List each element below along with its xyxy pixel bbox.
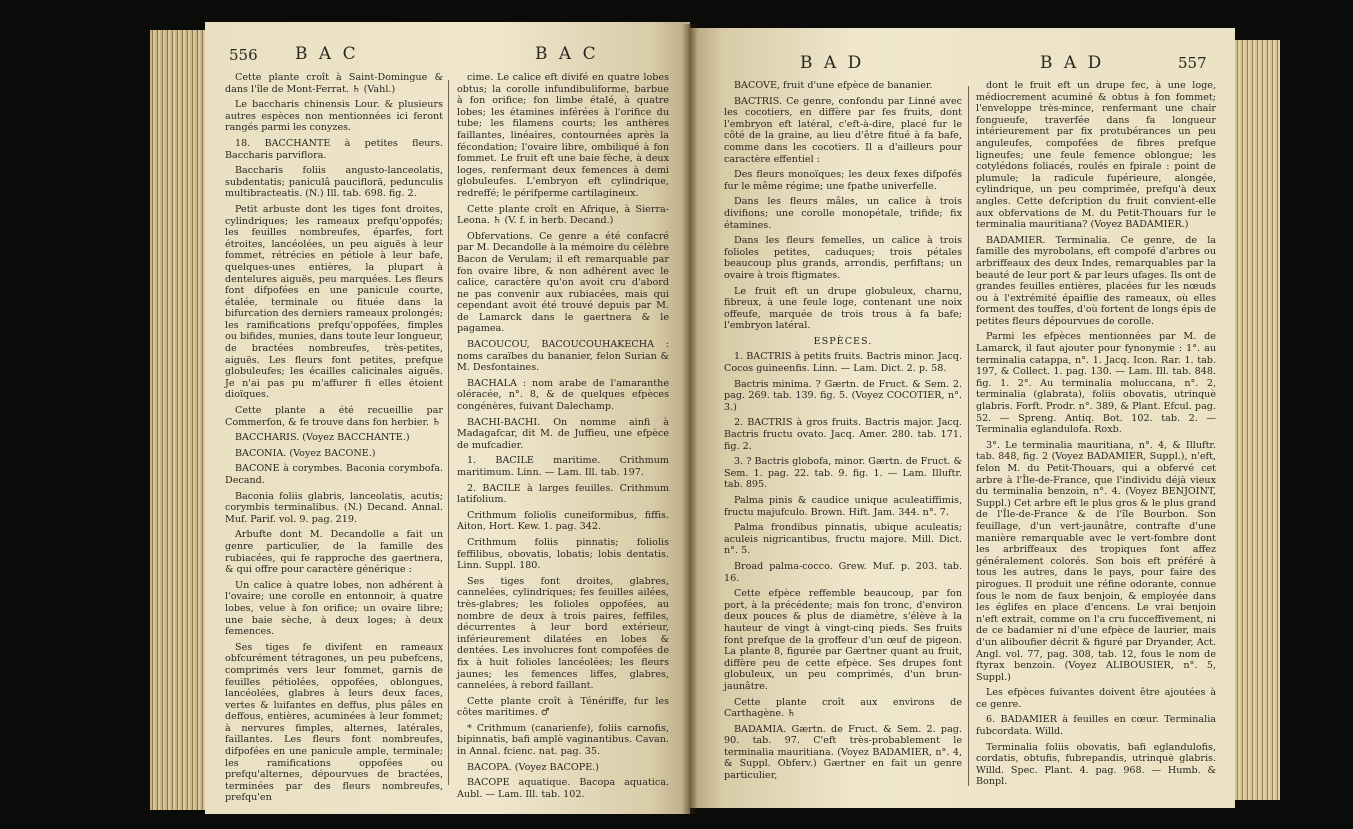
running-header-right: B A C	[535, 44, 599, 64]
paragraph: 2. BACTRIS à gros fruits. Bactris major. Jacq. Bactris fructu ovato. Jacq. Amer. 280. tab. 171. fig. 2.	[724, 417, 962, 452]
paragraph: BACHALA : nom arabe de l'amaranthe oléracée, n°. 8, & de quelques efpèces congénères, fuivant Dalechamp.	[457, 377, 669, 413]
paragraph: Dans les fleurs mâles, un calice à trois divifions; une corolle monopétale, trifide; fix étamines.	[724, 196, 962, 231]
page-number-right: 557	[1178, 54, 1207, 72]
paragraph: Obfervations. Ce genre a été confacré par M. Decandolle à la mémoire du célèbre Bacon de Verulam; il eft remarquable par fon ovaire libre, & non adhérent avec le calice, caractère qu'on avoit cru d'abord ne pas convenir aux rubiacées, mais qui cependant avoit été trouvé depuis par M. de Lamarck dans le gaertnera & le pagamea.	[457, 230, 669, 335]
paragraph: BACOVE, fruit d'une efpèce de bananier.	[734, 80, 933, 91]
running-header-left: B A D	[800, 53, 865, 73]
paragraph: Palma frondibus pinnatis, ubique aculeatis; aculeis nigricantibus, fructu majore. Mill. Dict. n°. 5.	[724, 522, 962, 557]
paragraph: ESPÈCES.	[813, 335, 873, 347]
paragraph: 18. BACCHANTE à petites fleurs. Baccharis parviflora.	[225, 137, 443, 161]
paragraph: Arbufte dont M. Decandolle a fait un genre particulier, de la famille des rubiacées, qui fe rapproche des gaertnera, & qui offre pour caractère générique :	[225, 529, 443, 576]
column-divider	[448, 80, 449, 785]
paragraph: Parmi les efpèces mentionnées par M. de Lamarck, il faut ajouter pour fynonymie : 1°. au terminalia catappa, n°. 1. Jacq. Icon. Rar. 1. tab. 197, & Collect. 1. pag. 130. — Lam. Ill. tab. 848. fig. 1. 2°. Au terminalia moluccana, n°. 2, terminalia (glabrata), foliis obovatis, utrinquè glabris. Forft. Prodr. n°. 389, & Plant. Efcul. pag. 52. — Spreng. Antiq. Bot. 102. tab. 2. — Terminalia eglandulofa. Roxb.	[976, 331, 1216, 436]
paragraph: Palma pinis & caudice unique aculeatiffimis, fructu majufculo. Brown. Hift. Jam. 344. n°. 7.	[724, 495, 962, 518]
paragraph: BACCHARIS. (Voyez BACCHANTE.)	[235, 432, 410, 444]
paragraph: Dans les fleurs femelles, un calice à trois folioles petites, caduques; trois pétales beaucoup plus grands, arrondis, perfiftans; un ovaire à trois ftigmates.	[724, 235, 962, 281]
paragraph: 3. ? Bactris globofa, minor. Gærtn. de Fruct. & Sem. 1. pag. 22. tab. 9. fig. 1. — Lam. Illuftr. tab. 895.	[724, 456, 962, 491]
paragraph: Le fruit eft un drupe globuleux, charnu, fibreux, à une feule loge, contenant une noix offeufe, marquée de trois trous à fa bafe; l'embryon latéral.	[724, 285, 962, 332]
column-left-1	[225, 72, 443, 812]
paragraph: 2. BACILE à larges feuilles. Crithmum latifolium.	[457, 482, 669, 506]
paragraph: Ses tiges fe divifent en rameaux obfcurément tétragones, un peu pubefcens, comprimés vers leur fommet, garnis de feuilles pétiolées, oppofées, oblongues, lancéolées, glabres à leurs deux faces, vertes & luifantes en deffus, plus pâles en deffous, entières, acuminées à leur fommet; à nervures fimples, alternes, latérales, faillantes. Les fleurs font nombreufes, difpofées en une panicule ample, terminale; les ramifications oppofées ou prefqu'alternes, dépourvues de bractées, terminées par des fleurs nombreufes, prefqu'en	[225, 641, 443, 804]
paragraph: Crithmum foliis pinnatis; foliolis feffilibus, obovatis, lobatis; lobis dentatis. Linn. Suppl. 180.	[457, 536, 669, 572]
paragraph: cime. Le calice eft divifé en quatre lobes obtus; la corolle infundibuliforme, barbue à fon orifice; fon limbe étalé, à quatre lobes; les étamines inférées à l'orifice du tube; les filamens courts; les anthères faillantes, linéaires, contournées après la fécondation; l'ovaire libre, ombiliqué à fon fommet. Le fruit eft une baie fèche, à deux loges, renfermant deux femences à demi globuleufes. L'embryon eft cylindrique, redreffé; le périfperme cartilagineux.	[457, 72, 669, 199]
paragraph: Cette plante croît aux environs de Carthagène. ♄	[724, 696, 962, 720]
book-gutter	[682, 24, 698, 814]
paragraph: BACONE à corymbes. Baconia corymbofa. Decand.	[225, 463, 443, 486]
right-page	[690, 28, 1235, 808]
paragraph: Le baccharis chinensis Lour. & plusieurs autres espèces non mentionnées ici feront rangés parmi les conyzes.	[225, 99, 443, 134]
paragraph: Crithmum foliolis cuneiformibus, fiffis. Aiton, Hort. Kew. 1. pag. 342.	[457, 509, 669, 533]
paragraph: 1. BACILE maritime. Crithmum maritimum. Linn. — Lam. Ill. tab. 197.	[457, 455, 669, 478]
column-left-2	[457, 72, 669, 812]
paragraph: Terminalia foliis obovatis, bafi eglandulofis, cordatis, obtufis, fubrepandis, utrinquè glabris. Willd. Spec. Plant. 4. pag. 968. — Humb. & Bonpl.	[976, 741, 1216, 788]
paragraph: Petit arbuste dont les tiges font droites, cylindriques; les rameaux prefqu'oppofés; les feuilles nombreufes, éparfes, fort étroites, lancéolées, un peu aiguës à leur fommet, rétrécies en pétiole à leur bafe, quelques-unes entières, la plupart à dentelures aiguës, peu marquées. Les fleurs font difpofées en une panicule courte, étalée, terminale ou fituée dans la bifurcation des derniers rameaux prolongés; les ramifications prefqu'oppofées, fimples ou bifides, munies, dans toute leur longueur, de bractées nombreufes, très-petites, aiguës. Les fleurs font petites, prefque globuleufes; les écailles calicinales aiguës. Je n'ai pas pu m'affurer fi elles étoient dioïques.	[225, 203, 443, 401]
paragraph: Cette plante croît à Ténériffe, fur les côtes maritimes. ♂	[457, 695, 669, 719]
paragraph: BACHI-BACHI. On nomme ainfi à Madagafcar, dit M. de Juffieu, une efpèce de mufcadier.	[457, 416, 669, 451]
page-number-left: 556	[229, 46, 258, 64]
paragraph: Des fleurs monoïques; les deux fexes difpofés fur le même régime; une fpathe univerfelle.	[724, 169, 962, 192]
paragraph: Cette plante croît en Afrique, à Sierra-Leona. ♄ (V. f. in herb. Decand.)	[457, 203, 669, 227]
paragraph: Les efpèces fuivantes doivent être ajoutées à ce genre.	[976, 687, 1216, 710]
paragraph: 1. BACTRIS à petits fruits. Bactris minor. Jacq. Cocos guineenfis. Linn. — Lam. Dict. 2. p. 58.	[724, 351, 962, 375]
paragraph: Ses tiges font droites, glabres, cannelées, cylindriques; fes feuilles ailées, très-glabres; les folioles oppofées, au nombre de deux à trois paires, feffiles, décurrentes à leur bord extérieur, inférieurement dilatées en lobes & dentées. Les involucres font compofées de fix à huit folioles lancéolées; les fleurs jaunes; les femences liffes, glabres, cannelées, à rebord faillant.	[457, 575, 669, 692]
paragraph: BACONIA. (Voyez BACONE.)	[235, 447, 376, 459]
paragraph: BACTRIS. Ce genre, confondu par Linné avec les cocotiers, en diffère par fes fruits, dont l'embryon eft latéral, c'eft-à-dire, placé fur le côté de la graine, au lieu d'être fitué à fa bafe, comme dans les cocotiers. Il a d'ailleurs pour caractère effentiel :	[724, 95, 962, 165]
column-right-1	[724, 80, 962, 800]
paragraph: Cette plante a été recueillie par Commerfon, & fe trouve dans fon herbier. ♄	[225, 405, 443, 428]
paragraph: Baccharis foliis angusto-lanceolatis, subdentatis; paniculâ paucifloră, pedunculis multibracteatis. (N.) Ill. tab. 698. fig. 2.	[225, 165, 443, 200]
paragraph: BACOPE aquatique. Bacopa aquatica. Aubl. — Lam. Ill. tab. 102.	[457, 777, 669, 800]
paragraph: 3°. Le terminalia mauritiana, n°. 4, & Illuftr. tab. 848, fig. 2 (Voyez BADAMIER, Suppl.), n'eft, felon M. du Petit-Thouars, qui a obfervé cet arbre à l'Île-de-France, que l'individu déjà vieux du terminalia benzoin, n°. 4. (Voyez BENJOINT, Suppl.) Cet arbre eft le plus gros & le plus grand de l'Île-de-France & de l'île Bourbon. Son feuillage, d'un vert-jaunâtre, contrafte d'une manière remarquable avec le vert-fombre dont les arbriffeaux des tropiques font affez généralement colorés. Son bois eft préféré à tous les autres, dans le pays, pour faire des pirogues. Il produit une réfine odorante, connue fous le nom de faux benjoin, & employée dans les églifes en place d'encens. Le vrai benjoin n'eft extrait, comme on l'a cru fucceffivement, ni de ce badamier ni d'une efpèce de laurier, mais d'un aliboufier décrit & figuré par Dryander, Act. Angl. vol. 77, pag. 308, tab. 12, fous le nom de ftyrax benzoin. (Voyez ALIBOUSIER, n°. 5, Suppl.)	[976, 439, 1216, 683]
paragraph: Baconia foliis glabris, lanceolatis, acutis; corymbis terminalibus. (N.) Decand. Annal. Muf. Parif. vol. 9. pag. 219.	[225, 490, 443, 525]
paragraph: BACOUCOU, BACOUCOUHAKECHA : noms caraïbes du bananier, felon Surian & M. Desfontaines.	[457, 339, 669, 374]
paragraph: BADAMIA. Gærtn. de Fruct. & Sem. 2. pag. 90. tab. 97. C'eft très-probablement le terminalia mauritiana. (Voyez BADAMIER, n°. 4, & Suppl. Obferv.) Gærtner en fait un genre particulier,	[724, 723, 962, 782]
paragraph: BADAMIER. Terminalia. Ce genre, de la famille des myrobolans, eft compofé d'arbres ou arbriffeaux des deux Indes, remarquables par la beauté de leur port & par leurs ufages. Ils ont de grandes feuilles entières, placées fur les nœuds ou à l'extrémité épaiflie des rameaux, où elles forment des touffes, d'où fortent de longs épis de petites fleurs dépourvues de corolle.	[976, 234, 1216, 327]
running-header-right: B A D	[1040, 53, 1105, 73]
column-divider	[968, 86, 969, 786]
left-page-edges	[150, 30, 210, 810]
right-page-edges	[1230, 40, 1280, 800]
left-page	[205, 22, 690, 814]
paragraph: Un calice à quatre lobes, non adhérent à l'ovaire; une corolle en entonnoir, à quatre lobes, velue à fon orifice; un ovaire libre; une baie sèche, à deux loges; à deux femences.	[225, 579, 443, 638]
paragraph: Bactris minima. ? Gærtn. de Fruct. & Sem. 2. pag. 269. tab. 139. fig. 5. (Voyez COCOTIER, n°. 3.)	[724, 378, 962, 413]
paragraph: 6. BADAMIER à feuilles en cœur. Terminalia fubcordata. Willd.	[976, 714, 1216, 738]
paragraph: Cette efpèce reffemble beaucoup, par fon port, à la précédente; mais fon tronc, d'environ deux pouces & plus de diamètre, s'élève à la hauteur de vingt à vingt-cinq pieds. Ses fruits font prefque de la groffeur d'un œuf de pigeon. La plante 8, figurée par Gærtner quant au fruit, diffère peu de cette efpèce. Ses drupes font globuleux, un peu comprimés, d'un brun-jaunâtre.	[724, 588, 962, 692]
paragraph: BACOPA. (Voyez BACOPE.)	[467, 761, 599, 773]
running-header-left: B A C	[295, 44, 359, 64]
column-right-2	[976, 80, 1216, 800]
paragraph: Cette plante croît à Saint-Domingue & dans l'île de Mont-Ferrat. ♄ (Vahl.)	[225, 72, 443, 95]
paragraph: dont le fruit eft un drupe fec, à une loge, médiocrement acuminé & obtus à fon fommet; l'enveloppe très-mince, renfermant une chair fongueufe, traverfée dans fa longueur intérieurement par fix protubérances un peu anguleufes, compofées de fibres prefque ligneufes; une feule femence oblongue; les cotylédons foliacés, roulés en fpirale : point de plumule; la radicule fupérieure, alongée, cylindrique, un peu comprimée, prefqu'à deux angles. Cette defcription du fruit convient-elle aux obfervations de M. du Petit-Thouars fur le terminalia mauritiana? (Voyez BADAMIER.)	[976, 80, 1216, 231]
paragraph: * Crithmum (canarienfe), foliis carnofis, bipinnatis, bafi amplè vaginantibus. Cavan. in Annal. fcienc. nat. pag. 35.	[457, 722, 669, 758]
paragraph: Broad palma-cocco. Grew. Muf. p. 203. tab. 16.	[724, 560, 962, 584]
